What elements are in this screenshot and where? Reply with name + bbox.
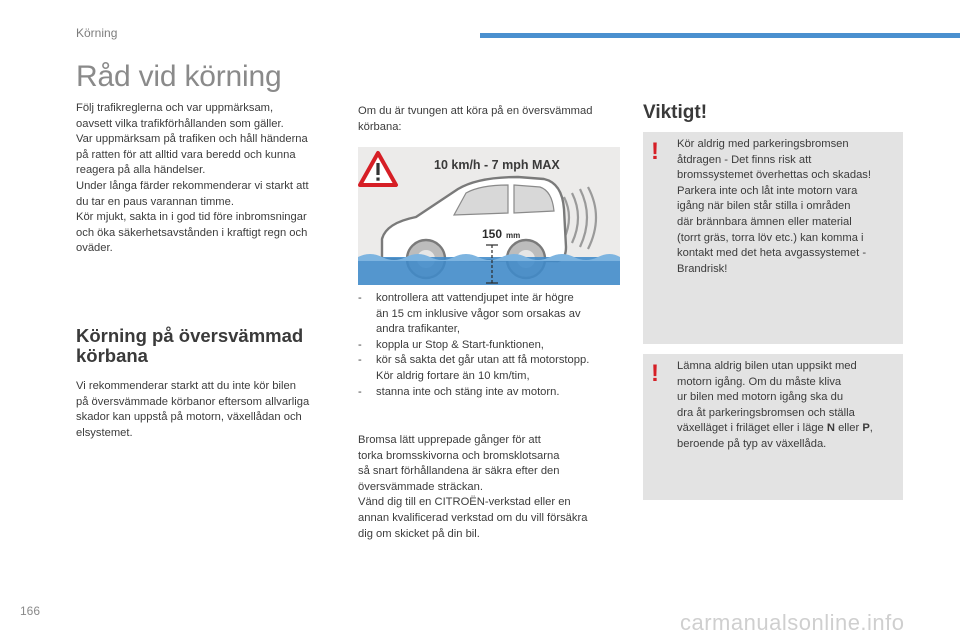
gear-text-pre: växelläget i friläget eller i läge: [677, 422, 827, 435]
section-label: Körning: [76, 26, 118, 40]
page-title: Råd vid körning: [76, 60, 282, 93]
motion-lines: [564, 187, 596, 249]
bullet-dash: -: [358, 385, 362, 398]
braking-line: dig om skicket på din bil.: [358, 527, 480, 540]
intro-line: Kör mjukt, sakta in i god tid före inbromsningar: [76, 211, 307, 224]
intro-line: Var uppmärksam på trafiken och håll händerna: [76, 133, 308, 146]
gear-text-mid: eller: [834, 422, 863, 435]
warning-line: motorn igång. Om du måste kliva: [677, 375, 842, 388]
flooded-road-paragraph: [76, 379, 341, 441]
bullet-line: andra trafikanter,: [376, 323, 460, 336]
list-item: [358, 353, 620, 384]
bullet-line: stanna inte och stäng inte av motorn.: [376, 385, 560, 398]
intro-line: du tar en paus varannan timme.: [76, 195, 234, 208]
watermark: carmanualsonline.info: [680, 610, 905, 635]
bullet-line: kör så sakta det går utan att få motorstopp.: [376, 354, 590, 367]
important-heading: Viktigt!: [643, 102, 708, 123]
braking-line: Bromsa lätt upprepade gånger för att: [358, 434, 541, 446]
depth-value-label: 150: [482, 227, 503, 241]
warning-exclamation-icon: !: [651, 360, 659, 387]
depth-unit-label: mm: [506, 231, 521, 240]
warning-line: Kör aldrig med parkeringsbromsen: [677, 138, 849, 150]
bullet-dash: -: [358, 292, 362, 304]
header-accent-bar: [480, 33, 960, 38]
intro-line: reagera på alla händelser.: [76, 164, 206, 177]
intro-line: och öka säkerhetsavstånden i kraftigt regn och: [76, 226, 308, 239]
bullet-line: kontrollera att vattendjupet inte är högre: [376, 292, 574, 304]
intro-paragraph: [76, 101, 341, 257]
flooded-intro-line: körbana:: [358, 120, 402, 133]
warning-line: kontakt med det heta avgassystemet -: [677, 247, 867, 260]
flooded-road-instructions: [358, 291, 620, 400]
warning-exclamation-icon: !: [651, 138, 659, 165]
braking-paragraph: [358, 433, 623, 542]
bullet-dash: -: [358, 354, 362, 367]
gear-text-post: ,: [869, 422, 873, 435]
warning-line: Parkera inte och låt inte motorn vara: [677, 184, 858, 197]
warning-text: [677, 137, 897, 277]
warning-line: Lämna aldrig bilen utan uppsikt med: [677, 360, 857, 372]
intro-line: på ratten för att alltid vara beredd och kunna: [76, 148, 296, 161]
warning-line: Brandrisk!: [677, 262, 728, 275]
gear-neutral: N: [826, 422, 835, 435]
list-item: [358, 338, 620, 354]
warning-text: [677, 359, 897, 453]
warning-line: [677, 421, 897, 437]
water-surface: [358, 257, 620, 285]
intro-line: oavsett vilka trafikförhållanden som gäller.: [76, 117, 284, 130]
warning-line: bromssystemet överhettas och skadas!: [677, 169, 872, 182]
page-number: 166: [20, 604, 41, 618]
warning-box-parking-brake: [643, 132, 903, 344]
warning-line: (torrt gräs, torra löv etc.) kan komma i: [677, 231, 864, 244]
flooded-road-heading: [76, 326, 326, 366]
intro-line: Följ trafikreglerna och var uppmärksam,: [76, 102, 274, 114]
warning-line: ur bilen med motorn igång ska du: [677, 391, 844, 404]
flooded-road-illustration: [358, 147, 620, 285]
bullet-dash: -: [358, 338, 362, 351]
gear-park: P: [862, 422, 870, 435]
warning-box-engine-running: [643, 354, 903, 500]
bullet-line: Kör aldrig fortare än 10 km/tim,: [376, 369, 530, 382]
braking-line: översvämmade sträckan.: [358, 480, 483, 493]
flooded-line: på översvämmade körbanor eftersom allvarliga: [76, 395, 310, 408]
warning-line: igång när bilen står stilla i områden: [677, 200, 851, 213]
list-item: [358, 385, 620, 401]
braking-line: så snart förhållandena är säkra efter den: [358, 465, 560, 478]
flooded-intro-line: Om du är tvungen att köra på en översvämmad: [358, 105, 593, 117]
intro-line: oväder.: [76, 242, 113, 255]
list-item: [358, 291, 620, 338]
intro-line: Under långa färder rekommenderar vi starkt att: [76, 179, 309, 192]
warning-line: dra åt parkeringsbromsen och ställa: [677, 406, 855, 419]
heading-line: Körning på översvämmad: [76, 325, 304, 346]
warning-line: åtdragen - Det finns risk att: [677, 153, 812, 166]
braking-line: annan kvalificerad verkstad om du vill försäkra: [358, 511, 588, 524]
warning-triangle-icon: [360, 153, 396, 185]
bullet-line: än 15 cm inklusive vågor som orsakas av: [376, 307, 581, 320]
warning-line: beroende på typ av växellåda.: [677, 437, 827, 450]
speed-limit-label: 10 km/h - 7 mph MAX: [434, 158, 560, 172]
bullet-line: koppla ur Stop & Start-funktionen,: [376, 338, 544, 351]
car-in-water-icon: [358, 147, 620, 285]
braking-line: Vänd dig till en CITROËN-verkstad eller en: [358, 496, 571, 509]
flooded-intro-paragraph: [358, 104, 623, 135]
heading-line: körbana: [76, 345, 148, 366]
flooded-line: skador kan uppstå på motorn, växellådan och: [76, 411, 302, 424]
braking-line: torka bromsskivorna och bromsklotsarna: [358, 449, 560, 462]
warning-line: där brännbara ämnen eller material: [677, 215, 852, 228]
flooded-line: Vi rekommenderar starkt att du inte kör bilen: [76, 380, 296, 392]
flooded-line: elsystemet.: [76, 426, 133, 439]
